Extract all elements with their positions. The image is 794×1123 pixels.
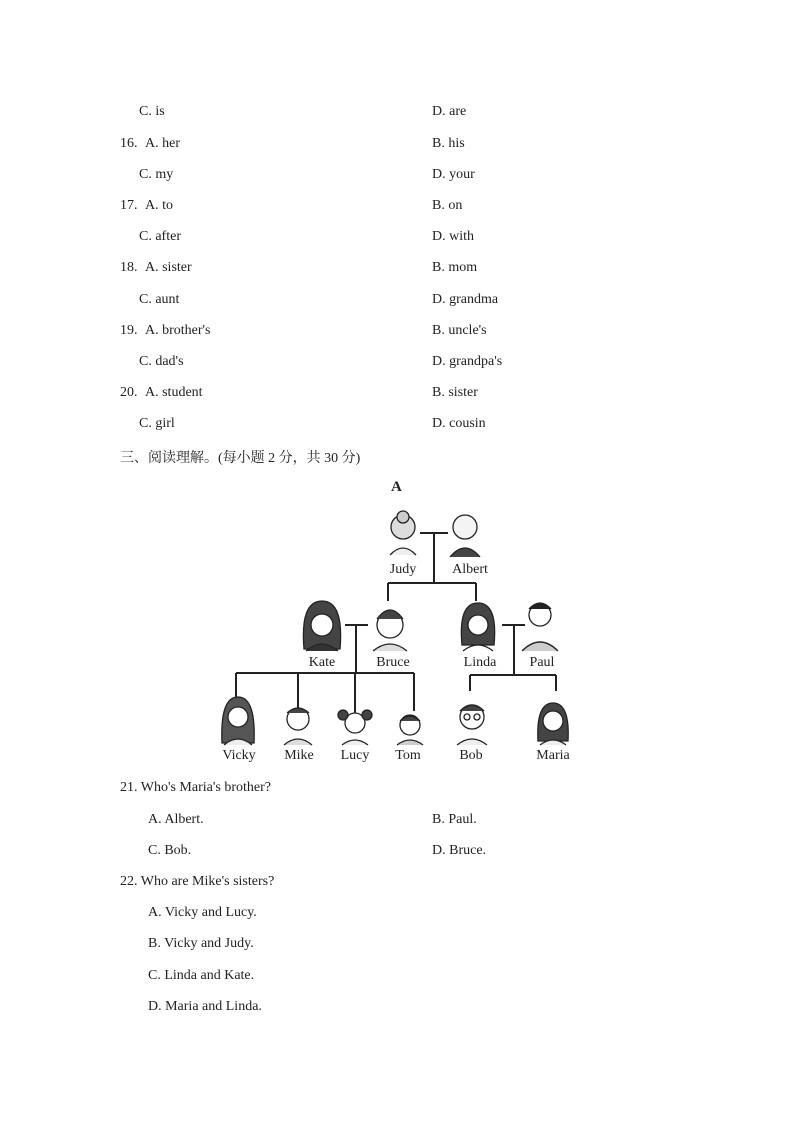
- option-16d: D. your: [432, 167, 475, 182]
- name-maria: Maria: [536, 748, 570, 763]
- option-17a: A. to: [145, 198, 173, 213]
- name-judy: Judy: [389, 562, 417, 577]
- question-22-option-a: A. Vicky and Lucy.: [148, 905, 257, 920]
- name-lucy: Lucy: [340, 748, 370, 763]
- portrait-mike: [284, 708, 312, 745]
- option-19d: D. grandpa's: [432, 354, 503, 369]
- name-vicky: Vicky: [222, 748, 256, 763]
- question-number-19: 19.: [120, 323, 138, 338]
- name-bob: Bob: [459, 748, 483, 763]
- option-18d: D. grandma: [432, 292, 499, 307]
- name-albert: Albert: [452, 562, 488, 577]
- section-title: 三、阅读理解。: [120, 450, 218, 466]
- question-22-option-c: C. Linda and Kate.: [148, 968, 255, 983]
- option-17c: C. after: [139, 229, 181, 244]
- option-16c: C. my: [139, 167, 174, 182]
- question-21-option-a: A. Albert.: [148, 812, 204, 827]
- option-20c: C. girl: [139, 416, 175, 431]
- option-15d: D. are: [432, 104, 467, 119]
- option-19c: C. dad's: [139, 354, 184, 369]
- portrait-vicky: [222, 697, 254, 745]
- portrait-bruce: [373, 610, 407, 651]
- portrait-maria: [538, 703, 568, 745]
- question-number-16: 16.: [120, 136, 138, 151]
- question-number-17: 17.: [120, 198, 138, 213]
- question-21-option-d: D. Bruce.: [432, 843, 487, 858]
- question-22-option-b: B. Vicky and Judy.: [148, 936, 254, 951]
- option-18b: B. mom: [432, 260, 478, 275]
- option-18a: A. sister: [145, 260, 192, 275]
- name-linda: Linda: [463, 655, 497, 670]
- option-16a: A. her: [145, 136, 180, 151]
- portrait-linda: [461, 603, 494, 651]
- portrait-albert: [450, 515, 480, 557]
- name-bruce: Bruce: [376, 655, 410, 670]
- option-18c: C. aunt: [139, 292, 180, 307]
- option-15c: C. is: [139, 104, 165, 119]
- section-heading: [120, 447, 360, 467]
- portrait-lucy: [338, 710, 372, 745]
- family-tree-diagram: [200, 505, 600, 767]
- option-19a: A. brother's: [145, 323, 211, 338]
- portrait-tom: [397, 715, 423, 745]
- question-22-stem: 22. Who are Mike's sisters?: [120, 874, 275, 889]
- passage-title: A: [391, 479, 402, 495]
- name-tom: Tom: [395, 748, 421, 763]
- question-number-18: 18.: [120, 260, 138, 275]
- name-paul: Paul: [529, 655, 555, 670]
- portrait-kate: [303, 601, 340, 651]
- option-16b: B. his: [432, 136, 465, 151]
- name-kate: Kate: [308, 655, 336, 670]
- question-21-option-c: C. Bob.: [148, 843, 192, 858]
- option-20b: B. sister: [432, 385, 478, 400]
- option-17d: D. with: [432, 229, 474, 244]
- portrait-judy: [390, 511, 416, 555]
- option-20a: A. student: [145, 385, 203, 400]
- section-score-note: (每小题 2 分，共 30 分): [218, 451, 361, 466]
- question-21-stem: 21. Who's Maria's brother?: [120, 780, 271, 795]
- name-mike: Mike: [284, 748, 314, 763]
- question-22-option-d: D. Maria and Linda.: [148, 999, 262, 1014]
- option-17b: B. on: [432, 198, 463, 213]
- option-20d: D. cousin: [432, 416, 486, 431]
- portrait-bob: [457, 705, 487, 745]
- question-21-option-b: B. Paul.: [432, 812, 477, 827]
- question-number-20: 20.: [120, 385, 138, 400]
- option-19b: B. uncle's: [432, 323, 487, 338]
- portrait-paul: [522, 603, 558, 651]
